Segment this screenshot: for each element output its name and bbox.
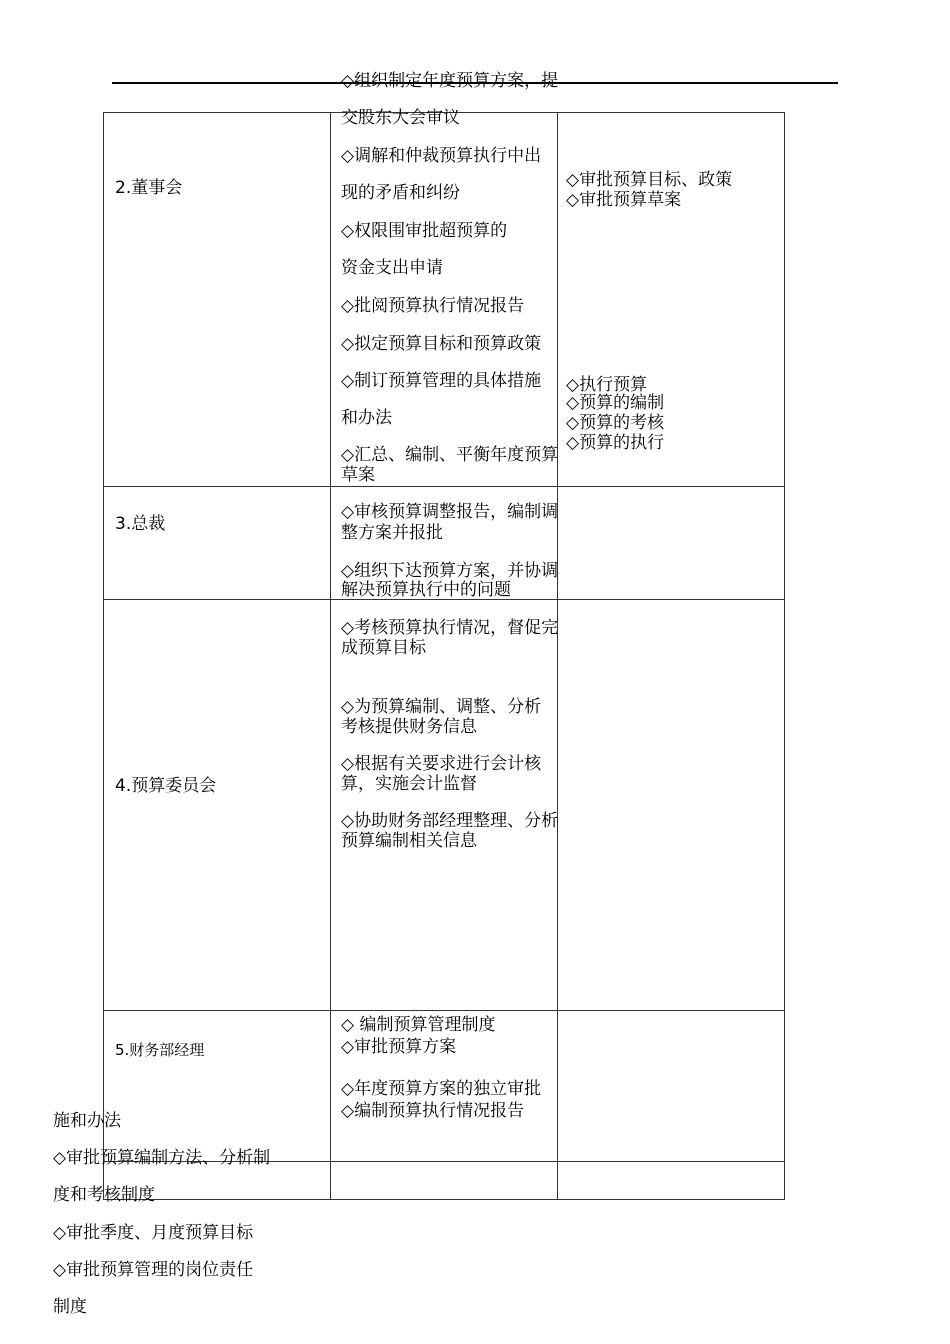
duty-line: 现的矛盾和纠纷 xyxy=(341,183,460,203)
overflow-line: 施和办法 xyxy=(53,1111,121,1131)
duty-line: ◇汇总、编制、平衡年度预算 xyxy=(341,445,559,465)
overflow-line: ◇审批季度、月度预算目标 xyxy=(53,1223,254,1243)
table-border-bottom xyxy=(103,1199,785,1200)
duty-line: ◇调解和仲裁预算执行中出 xyxy=(341,146,542,166)
role-label-finance-manager: 5.财务部经理 xyxy=(115,1041,205,1059)
role-label-president: 3.总裁 xyxy=(115,514,166,534)
duty-line: 算，实施会计监督 xyxy=(341,774,477,794)
duty-line: ◇ 编制预算管理制度 xyxy=(341,1015,496,1035)
duty-line: 资金支出申请 xyxy=(341,258,443,278)
duty-line: ◇考核预算执行情况，督促完 xyxy=(341,618,559,638)
table-border-left xyxy=(103,112,104,1200)
role-label-budget-committee: 4.预算委员会 xyxy=(115,776,217,796)
row-divider-1 xyxy=(103,486,785,487)
duty-line: 整方案并报批 xyxy=(341,523,443,543)
duty-line: ◇年度预算方案的独立审批 xyxy=(341,1079,542,1099)
duty-line: ◇权限围审批超预算的 xyxy=(341,221,508,241)
duty-line: 解决预算执行中的问题 xyxy=(341,580,511,600)
table-border-right xyxy=(784,112,785,1200)
duty-line: 预算编制相关信息 xyxy=(341,831,477,851)
duty-line: ◇组织制定年度预算方案，提 xyxy=(341,71,559,91)
duty-line: ◇拟定预算目标和预算政策 xyxy=(341,334,542,354)
duty-line: ◇审批预算方案 xyxy=(341,1037,457,1057)
row-divider-3 xyxy=(103,1010,785,1011)
authority-line: ◇预算的考核 xyxy=(566,413,665,433)
duty-line: 草案 xyxy=(341,465,375,485)
duty-line: 成预算目标 xyxy=(341,638,426,658)
duty-line: ◇组织下达预算方案，并协调 xyxy=(341,561,559,581)
duty-line: ◇制订预算管理的具体措施 xyxy=(341,371,542,391)
duty-line: 和办法 xyxy=(341,408,392,428)
role-label-board: 2.董事会 xyxy=(115,178,183,198)
overflow-line: 制度 xyxy=(53,1297,87,1317)
authority-line: ◇预算的执行 xyxy=(566,433,665,453)
overflow-line: ◇审批预算管理的岗位责任 xyxy=(53,1260,254,1280)
duty-line: 考核提供财务信息 xyxy=(341,717,477,737)
authority-line: ◇预算的编制 xyxy=(566,393,665,413)
duty-line: ◇根据有关要求进行会计核 xyxy=(341,754,542,774)
authority-line: ◇执行预算 xyxy=(566,375,648,395)
duty-line: ◇为预算编制、调整、分析 xyxy=(341,697,542,717)
overflow-line: 度和考核制度 xyxy=(53,1185,155,1205)
duty-line: ◇批阅预算执行情况报告 xyxy=(341,296,525,316)
overflow-line: ◇审批预算编制方法、分析制 xyxy=(53,1148,271,1168)
duty-line: ◇审核预算调整报告，编制调 xyxy=(341,502,559,522)
authority-line: ◇审批预算草案 xyxy=(566,190,682,210)
duty-line: ◇编制预算执行情况报告 xyxy=(341,1101,525,1121)
duty-line: ◇协助财务部经理整理、分析 xyxy=(341,811,559,831)
authority-line: ◇审批预算目标、政策 xyxy=(566,170,733,190)
table-divider-1 xyxy=(330,112,331,1200)
table-divider-2 xyxy=(557,112,558,1200)
duty-line: 交股东大会审议 xyxy=(341,108,460,128)
